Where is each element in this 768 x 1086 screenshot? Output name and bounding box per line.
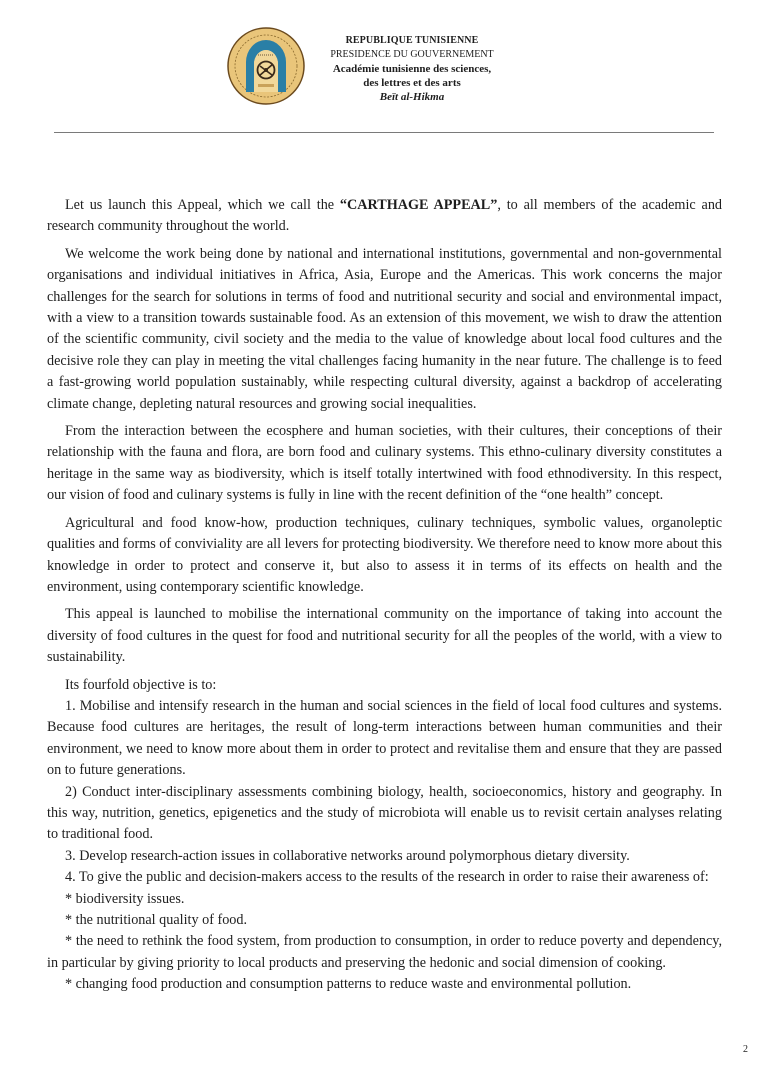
objective-item: 2) Conduct inter-disciplinary assessments combining biology, health, socioeconomics, history and geography. In this way, nutrition, genetics, epigenetics and the study of microbiota will enable us to revisit certain analyses relating to traditional food. bbox=[47, 783, 722, 843]
appeal-name: “CARTHAGE APPEAL” bbox=[339, 197, 498, 213]
academy-seal-icon bbox=[226, 26, 306, 106]
awareness-item: * the nutritional quality of food. bbox=[65, 912, 248, 928]
objective-item: 1. Mobilise and intensify research in the human and social sciences in the field of local food cultures and systems. Because food cultures are heritages, the result of long-term interactions between human communities and their environment, we need to know more about them in order to protect and revitalise them and ensure that they are passed on to future generations. bbox=[47, 697, 722, 779]
header-divider bbox=[54, 132, 714, 133]
paragraph-mobilise: This appeal is launched to mobilise the international community on the importance of taking into account the diversity of food cultures in the quest for food and nutritional security for all the peoples of the world, with a view to sustainability. bbox=[47, 606, 722, 666]
awareness-item: * biodiversity issues. bbox=[65, 890, 185, 907]
institution-name bbox=[312, 34, 512, 104]
country-name: REPUBLIQUE TUNISIENNE bbox=[345, 35, 479, 46]
objective-item: 3. Develop research-action issues in collaborative networks around polymorphous dietary diversity. bbox=[65, 847, 630, 864]
objective-item: 4. To give the public and decision-makers access to the results of the research in order to raise their awareness of: bbox=[65, 869, 709, 886]
awareness-item: * changing food production and consumption patterns to reduce waste and environmental pollution. bbox=[65, 976, 632, 993]
document-body bbox=[47, 195, 722, 996]
paragraph-welcome: We welcome the work being done by national and international institutions, governmental and non-governmental organisations and individual initiatives in Africa, Asia, Europe and the Americas. This work concerns the major challenges for the search for solutions in terms of food and nutritional security and social and environmental impact, with a view to a transition towards sustainable food. As an extension of this movement, we wish to draw the attention of the scientific community, civil society and the media to the value of knowledge about local food cultures and the decisive role they can play in meeting the vital challenges facing humanity in the near future. The challenge is to feed a fast-growing world population sustainably, while respecting cultural diversity, against a backdrop of accelerating climate change, depleting natural resources and growing social inequalities. bbox=[47, 245, 722, 412]
paragraph-ethnodiversity: From the interaction between the ecosphere and human societies, with their cultures, their conceptions of their relationship with the fauna and flora, are born food and culinary systems. This ethno-culinary diversity constitutes a heritage in the same way as biodiversity, which is itself totally intertwined with food ethnodiversity. In this respect, our vision of food and culinary systems is fully in line with the recent definition of the “one health” concept. bbox=[47, 423, 722, 504]
academy-arabic-name: Beït al-Hikma bbox=[379, 91, 445, 103]
objectives-intro: Its fourfold objective is to: bbox=[65, 676, 217, 693]
awareness-item: * the need to rethink the food system, from production to consumption, in order to reduce poverty and dependency, in particular by giving priority to local products and preserving the hedonic and social dimension of cooking. bbox=[47, 933, 722, 971]
government-office: PRESIDENCE DU GOUVERNEMENT bbox=[330, 49, 494, 60]
page-number: 2 bbox=[743, 1044, 748, 1055]
letterhead bbox=[226, 26, 526, 112]
academy-name-line1: Académie tunisienne des sciences, bbox=[332, 63, 492, 75]
academy-name-line2: des lettres et des arts bbox=[363, 77, 461, 89]
paragraph-know-how: Agricultural and food know-how, production techniques, culinary techniques, symbolic values, organoleptic qualities and forms of conviviality are all levers for protecting biodiversity. We therefore need to know more about this knowledge in order to protect and conserve it, but also to assess it in terms of its effects on health and the environment, using contemporary scientific knowledge. bbox=[47, 514, 722, 595]
paragraph-intro: Let us launch this Appeal, which we call the “CARTHAGE APPEAL”, to all members of the academic and research community throughout the world. bbox=[47, 197, 723, 235]
